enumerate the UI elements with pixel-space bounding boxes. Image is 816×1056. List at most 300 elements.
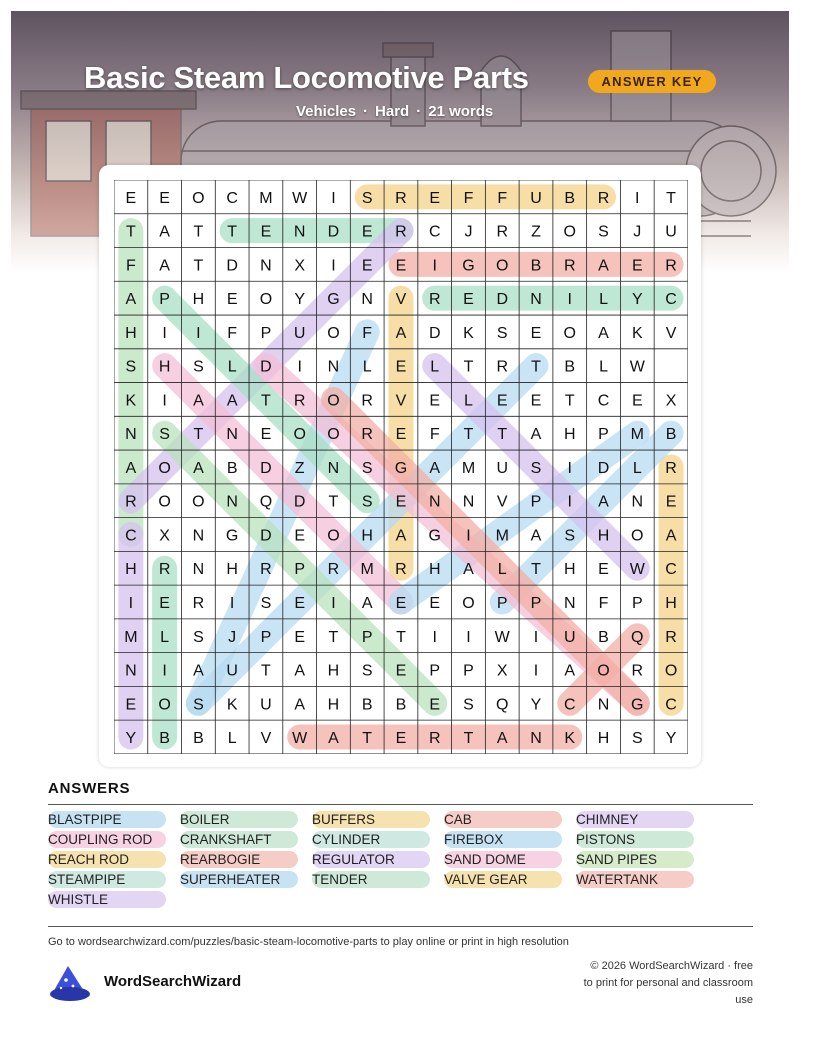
grid-letter: B (564, 189, 576, 207)
grid-letter: M (630, 426, 644, 444)
grid-letter: E (361, 223, 373, 241)
grid-letter: N (226, 426, 238, 444)
grid-letter: O (327, 527, 340, 545)
grid-letter: A (125, 459, 137, 477)
grid-letter: U (496, 459, 509, 477)
grid-letter: I (466, 628, 471, 646)
grid-letter: T (463, 730, 474, 748)
grid-letter: T (463, 426, 474, 444)
grid-letter: T (531, 561, 541, 579)
grid-letter: K (463, 324, 474, 342)
grid-letter: B (564, 358, 576, 376)
grid-letter: Y (530, 696, 542, 714)
grid-letter: F (125, 257, 136, 275)
grid-letter: T (497, 426, 508, 444)
grid-letter: A (429, 459, 441, 477)
grid-letter: I (229, 595, 235, 612)
grid-letter: O (192, 493, 205, 511)
grid-letter: N (226, 493, 238, 511)
grid-letter: Y (294, 291, 306, 309)
grid-letter: N (563, 595, 576, 612)
grid-letter: L (430, 358, 440, 376)
grid-letter: H (327, 662, 340, 680)
grid-letter: Q (259, 493, 273, 511)
grid-letter: I (567, 291, 572, 309)
grid-letter: A (193, 392, 204, 410)
grid-letter: E (598, 561, 609, 579)
grid-letter: G (394, 459, 408, 477)
grid-letter: U (665, 223, 677, 241)
grid-letter: N (530, 291, 542, 309)
grid-letter: E (260, 223, 272, 241)
grid-letter: P (260, 628, 272, 646)
grid-letter: H (563, 561, 576, 579)
grid-letter: B (193, 730, 204, 748)
grid-letter: R (428, 291, 441, 309)
grid-letter: P (530, 595, 542, 612)
footer-url-text: Go to wordsearchwizard.com/puzzles/basic-steam-locomotive-parts to play online or print in high resolution (48, 936, 569, 948)
grid-letter: R (327, 561, 340, 579)
grid-letter: P (530, 493, 542, 511)
grid-letter: E (125, 189, 137, 207)
grid-letter: S (361, 662, 373, 680)
grid-letter: Z (294, 459, 305, 477)
grid-letter: I (567, 459, 572, 477)
grid-letter: E (395, 595, 407, 612)
grid-letter: V (395, 291, 407, 309)
grid-letter: P (463, 662, 474, 680)
grid-letter: E (361, 257, 373, 275)
grid-letter: Q (631, 628, 644, 646)
grid-letter: I (162, 324, 167, 342)
grid-letter: H (226, 561, 238, 579)
answer-key-badge: ANSWER KEY (588, 70, 716, 93)
grid-letter: C (428, 223, 441, 241)
grid-letter: G (462, 257, 475, 275)
copyright-text: © 2026 WordSearchWizard · free to print for personal and classroom use (583, 960, 753, 1006)
brand-name: WordSearchWizard (104, 973, 242, 990)
answer-item: VALVE GEAR (444, 871, 562, 888)
grid-letter: E (260, 426, 272, 444)
grid-letter: T (261, 392, 271, 410)
grid-letter: K (564, 730, 576, 748)
grid-letter: O (462, 595, 475, 612)
grid-letter: N (192, 561, 205, 579)
grid-letter: Y (665, 730, 677, 748)
grid-letter: D (496, 291, 509, 309)
grid-letter: S (159, 426, 170, 444)
grid-letter: A (395, 527, 407, 545)
grid-letter: E (294, 527, 306, 545)
grid-letter: O (327, 426, 340, 444)
grid-letter: A (530, 527, 542, 545)
grid-letter: R (260, 561, 272, 579)
grid-letter: T (193, 223, 204, 241)
grid-letter: M (124, 628, 138, 646)
grid-letter: N (293, 223, 306, 241)
grid-letter: I (567, 493, 572, 511)
grid-letter: A (598, 493, 609, 511)
answer-item: WHISTLE (48, 891, 166, 908)
grid-letter: E (429, 595, 441, 612)
grid-letter: N (125, 426, 137, 444)
grid-letter: F (497, 189, 508, 207)
grid-letter: I (331, 595, 336, 612)
grid-letter: N (530, 730, 542, 748)
grid-letter: R (496, 358, 509, 376)
grid-letter: T (193, 426, 204, 444)
grid-letter: E (530, 392, 542, 410)
grid-letter: E (294, 595, 306, 612)
grid-letter: S (193, 628, 204, 646)
grid-letter: S (564, 527, 576, 545)
grid-letter: A (294, 662, 306, 680)
grid-letter: M (360, 561, 374, 579)
difficulty-label: Hard (375, 103, 410, 120)
grid-letter: O (327, 324, 340, 342)
grid-letter: F (227, 324, 238, 342)
grid-letter: E (429, 392, 441, 410)
answer-item: BUFFERS (312, 811, 430, 828)
grid-letter: H (125, 324, 137, 342)
grid-letter: R (158, 561, 171, 579)
grid-letter: O (192, 189, 205, 207)
grid-letter: D (226, 257, 238, 275)
grid-letter: E (429, 696, 441, 714)
grid-letter: S (260, 595, 272, 612)
grid-letter: Y (125, 730, 137, 748)
answer-item: CAB (444, 811, 562, 828)
grid-letter: V (496, 493, 508, 511)
grid-letter: C (563, 696, 576, 714)
grid-letter: V (395, 392, 407, 410)
grid-letter: J (633, 223, 642, 241)
answer-item: WATERTANK (576, 871, 694, 888)
answer-item: SAND DOME (444, 851, 562, 868)
grid-letter: I (331, 189, 336, 207)
grid-letter: P (631, 595, 643, 612)
grid-letter: R (361, 426, 373, 444)
grid-letter: V (260, 730, 272, 748)
grid-letter: A (328, 730, 339, 748)
grid-letter: H (563, 426, 576, 444)
answer-item: REACH ROD (48, 851, 166, 868)
grid-letter: A (395, 324, 407, 342)
grid-letter: E (395, 426, 407, 444)
grid-letter: I (196, 324, 201, 342)
grid-letter: L (599, 358, 608, 376)
wizard-hat-icon (48, 962, 94, 1004)
answer-item: REARBOGIE (180, 851, 298, 868)
grid-letter: R (293, 392, 306, 410)
grid-letter: U (260, 696, 272, 714)
grid-letter: P (260, 324, 272, 342)
grid-letter: T (564, 392, 575, 410)
grid-letter: R (395, 223, 407, 241)
grid-letter: C (665, 291, 677, 309)
answer-item: SUPERHEATER (180, 871, 298, 888)
grid-letter: E (294, 628, 306, 646)
grid-letter: D (260, 358, 272, 376)
grid-letter: T (328, 628, 339, 646)
grid-letter: I (432, 257, 437, 275)
grid-letter: S (631, 730, 643, 748)
grid-letter: E (395, 358, 407, 376)
word-count-label: 21 words (428, 103, 494, 120)
grid-letter: A (193, 662, 204, 680)
grid-letter: G (327, 291, 340, 309)
grid-letter: P (361, 628, 373, 646)
grid-letter: O (158, 493, 171, 511)
grid-letter: E (395, 493, 407, 511)
grid-letter: E (395, 730, 407, 748)
grid-letter: L (227, 730, 237, 748)
grid-letter: I (162, 662, 167, 680)
grid-letter: S (496, 324, 508, 342)
category-label: Vehicles (296, 103, 357, 120)
grid-letter: B (226, 459, 238, 477)
grid-letter: U (530, 189, 542, 207)
answer-item: TENDER (312, 871, 430, 888)
grid-letter: F (429, 426, 440, 444)
grid-letter: C (125, 527, 137, 545)
grid-letter: G (428, 527, 441, 545)
answer-item: CRANKSHAFT (180, 831, 298, 848)
grid-letter: S (361, 493, 373, 511)
grid-letter: X (294, 257, 306, 275)
grid-letter: V (665, 324, 677, 342)
grid-letter: A (159, 223, 170, 241)
puzzle-meta: Vehicles · Hard · 21 words (296, 103, 494, 120)
grid-letter: T (666, 189, 676, 207)
grid-letter: B (530, 257, 542, 275)
grid-letter: D (260, 459, 272, 477)
grid-letter: A (496, 730, 508, 748)
grid-letter: N (327, 459, 340, 477)
answer-item: BOILER (180, 811, 298, 828)
grid-letter: I (128, 595, 134, 612)
grid-letter: R (563, 257, 576, 275)
answer-item: STEAMPIPE (48, 871, 166, 888)
grid-letter: E (530, 324, 542, 342)
grid-letter: R (125, 493, 137, 511)
answer-item: CYLINDER (312, 831, 430, 848)
grid-letter: O (327, 392, 340, 410)
grid-letter: W (494, 628, 510, 646)
grid-letter: S (463, 696, 474, 714)
grid-letter: T (463, 358, 474, 376)
grid-letter: E (125, 696, 137, 714)
grid-letter: D (327, 223, 340, 241)
grid-letter: Y (631, 291, 643, 309)
grid-letter: W (629, 358, 645, 376)
grid-letter: E (496, 392, 508, 410)
grid-letter: N (260, 257, 272, 275)
grid-letter: E (159, 189, 170, 207)
grid-letter: I (331, 257, 336, 275)
grid-letter: A (463, 561, 474, 579)
grid-letter: E (429, 189, 441, 207)
grid-letter: R (597, 189, 610, 207)
grid-letter: I (297, 358, 302, 376)
grid-letter: H (125, 561, 137, 579)
grid-letter: S (530, 459, 542, 477)
grid-letter: D (428, 324, 441, 342)
grid-letter: I (533, 628, 539, 646)
grid-letter: G (631, 696, 644, 714)
grid-letter: O (597, 662, 610, 680)
grid-letter: A (564, 662, 576, 680)
grid-letter: R (395, 189, 407, 207)
grid-letter: T (227, 223, 238, 241)
grid-letter: A (226, 392, 238, 410)
grid-letter: K (125, 392, 137, 410)
grid-letter: G (225, 527, 239, 545)
grid-letter: M (495, 527, 509, 545)
grid-letter: Q (496, 696, 509, 714)
grid-letter: W (292, 730, 308, 748)
grid-letter: I (635, 189, 640, 207)
grid-letter: N (462, 493, 475, 511)
grid-letter: P (159, 291, 170, 309)
grid-letter: R (665, 628, 677, 646)
grid-letter: N (125, 662, 137, 680)
grid-letter: H (192, 291, 205, 309)
grid-letter: K (226, 696, 238, 714)
grid-letter: T (531, 358, 541, 376)
grid-letter: R (665, 257, 677, 275)
grid-letter: S (193, 358, 204, 376)
grid-letter: W (629, 561, 645, 579)
grid-letter: C (665, 696, 677, 714)
grid-letter: N (631, 493, 644, 511)
answers-heading: ANSWERS (48, 780, 131, 797)
answer-item: COUPLING ROD (48, 831, 166, 848)
grid-letter: T (396, 628, 406, 646)
grid-letter: M (461, 459, 476, 477)
grid-letter: R (395, 561, 407, 579)
grid-letter: P (429, 662, 441, 680)
grid-letter: I (162, 392, 167, 410)
grid-letter: O (631, 527, 644, 545)
grid-letter: H (665, 595, 677, 612)
grid-letter: R (496, 223, 509, 241)
grid-letter: M (259, 189, 273, 207)
grid-letter: F (463, 189, 474, 207)
grid-letter: N (192, 527, 205, 545)
grid-letter: O (563, 324, 576, 342)
grid-letter: D (293, 493, 306, 511)
grid-letter: P (598, 426, 609, 444)
grid-letter: B (395, 696, 407, 714)
grid-letter: L (599, 291, 608, 309)
grid-letter: D (260, 527, 272, 545)
grid-letter: A (598, 324, 609, 342)
grid-letter: U (563, 628, 576, 646)
answer-item: BLASTPIPE (48, 811, 166, 828)
grid-letter: R (428, 730, 441, 748)
grid-letter: L (632, 459, 642, 477)
grid-letter: B (665, 426, 677, 444)
grid-letter: O (563, 223, 576, 241)
grid-letter: W (292, 189, 308, 207)
grid-letter: T (328, 493, 339, 511)
grid-letter: X (665, 392, 677, 410)
grid-letter: P (294, 561, 306, 579)
grid-letter: R (631, 662, 644, 680)
grid-letter: T (362, 730, 373, 748)
grid-letter: E (631, 392, 643, 410)
grid-letter: H (597, 730, 610, 748)
grid-letter: H (361, 527, 373, 545)
grid-letter: F (598, 595, 609, 612)
grid-letter: O (496, 257, 509, 275)
grid-letter: I (466, 527, 471, 545)
page-title: Basic Steam Locomotive Parts (84, 60, 529, 95)
grid-letter: R (665, 459, 677, 477)
grid-letter: H (327, 696, 340, 714)
grid-letter: I (432, 628, 437, 646)
grid-letter: E (226, 291, 238, 309)
grid-letter: E (665, 493, 677, 511)
grid-letter: A (598, 257, 609, 275)
grid-letter: E (463, 291, 474, 309)
grid-letter: C (226, 189, 238, 207)
answer-item: SAND PIPES (576, 851, 694, 868)
grid-letter: S (125, 358, 137, 376)
answer-item: CHIMNEY (576, 811, 694, 828)
grid-letter: O (158, 696, 171, 714)
grid-letter: K (631, 324, 643, 342)
grid-letter: E (395, 662, 407, 680)
grid-letter: O (293, 426, 306, 444)
grid-letter: R (192, 595, 205, 612)
grid-letter: D (597, 459, 610, 477)
grid-letter: L (227, 358, 237, 376)
grid-letter: Z (531, 223, 541, 241)
grid-letter: L (497, 561, 507, 579)
grid-letter: A (294, 696, 306, 714)
answer-item: REGULATOR (312, 851, 430, 868)
grid-letter: O (664, 662, 678, 680)
grid-letter: N (361, 291, 373, 309)
grid-letter: I (533, 662, 539, 680)
grid-letter: H (158, 358, 171, 376)
grid-letter: T (261, 662, 271, 680)
grid-letter: P (496, 595, 508, 612)
grid-letter: C (597, 392, 610, 410)
grid-letter: A (159, 257, 170, 275)
grid-letter: E (395, 257, 407, 275)
grid-letter: B (361, 696, 373, 714)
grid-letter: S (193, 696, 204, 714)
grid-letter: S (361, 459, 373, 477)
grid-letter: H (428, 561, 441, 579)
grid-letter: N (597, 696, 610, 714)
grid-letter: N (327, 358, 340, 376)
grid-letter: A (530, 426, 542, 444)
grid-letter: L (362, 358, 372, 376)
grid-letter: N (428, 493, 441, 511)
grid-letter: B (598, 628, 609, 646)
grid-letter: B (159, 730, 170, 748)
grid-letter: E (631, 257, 643, 275)
grid-letter: U (226, 662, 238, 680)
grid-letter: A (361, 595, 373, 612)
grid-letter: O (158, 459, 171, 477)
grid-letter: C (665, 561, 677, 579)
grid-letter: A (665, 527, 677, 545)
